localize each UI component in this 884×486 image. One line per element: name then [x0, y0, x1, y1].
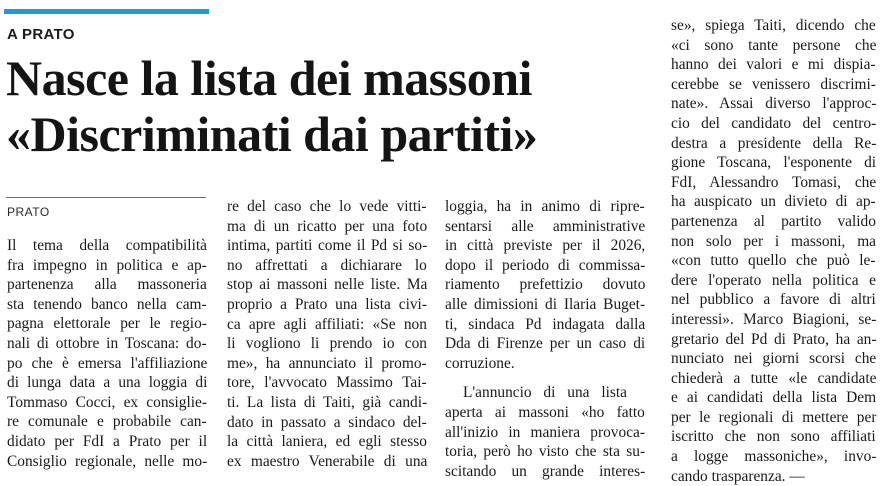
- text-line: cando trasparenza. —: [671, 467, 805, 485]
- text-line: Dda di Firenze per un caso di: [445, 335, 646, 353]
- text-line: «con tutto quello che può le-: [671, 252, 876, 270]
- text-line: nunciato nei giorni scorsi che: [671, 350, 877, 368]
- text-line: sentarsi alle amministrative: [445, 217, 646, 235]
- section-accent-bar: [4, 9, 209, 14]
- text-line: po che è emersa l'affiliazione: [7, 354, 208, 372]
- article-column-4: [671, 16, 876, 486]
- text-line: sta tenendo banco nella cam-: [7, 295, 207, 313]
- text-line: ha auspicato un divieto di ap-: [671, 193, 876, 211]
- article-column-3: [445, 197, 645, 481]
- text-line: ti. La lista di Taiti, già candi-: [227, 393, 428, 411]
- text-line: «ci sono tante persone che: [671, 36, 877, 54]
- text-line: per le regionali di mettere per: [671, 408, 877, 426]
- text-line: nel pubblico a favore di altri: [671, 291, 876, 309]
- text-line: nate». Assai diverso l'approc-: [671, 95, 877, 113]
- text-line: riamento prefettizio dovuto: [445, 276, 646, 294]
- text-line: cio del candidato del centro-: [671, 114, 877, 132]
- text-line: ma di un ricatto per una foto: [227, 217, 428, 235]
- text-line: re comunale e probabile can-: [7, 413, 207, 431]
- text-line: non solo per i massoni, ma: [671, 232, 877, 250]
- article-column-2: [227, 197, 427, 471]
- text-line: la città laniera, ed egli stesso: [227, 433, 427, 451]
- dateline-rule: [6, 197, 206, 198]
- headline-line-2: «Discriminati dai partiti»: [6, 106, 538, 162]
- text-line: iscritto che non sono affiliati: [671, 428, 876, 446]
- text-line: partenenza al partito valido: [671, 212, 876, 230]
- text-line: dato in passato a sindaco del-: [227, 413, 427, 431]
- text-line: ca apre agli affiliati: «Se non: [227, 315, 427, 333]
- text-line: cerebbe se venissero discrimi-: [671, 75, 876, 93]
- text-line: pagna elettorale per le regio-: [7, 315, 207, 333]
- text-line: stop ai massoni nelle liste. Ma: [227, 276, 428, 294]
- text-line: fra impegno in politica e ap-: [7, 256, 207, 274]
- text-line: Il tema della compatibilità: [7, 237, 207, 254]
- text-line: dere l'operato nella politica e: [671, 271, 876, 289]
- text-line: aperta ai massoni «ho fatto: [445, 403, 645, 421]
- text-line: gione Toscana, l'esponente di: [671, 154, 877, 172]
- text-line: all'inizio in maniera provoca-: [445, 423, 645, 441]
- text-line: destra a presidente della Re-: [671, 134, 877, 152]
- kicker-label: A PRATO: [7, 26, 75, 43]
- text-line: ex maestro Venerabile di una: [227, 452, 428, 470]
- text-line: tore, l'avvocato Massimo Tai-: [227, 374, 427, 392]
- article-column-1: [7, 236, 207, 471]
- text-line: loggia, ha in animo di ripre-: [445, 198, 645, 215]
- text-line: dopo il periodo di commissa-: [445, 256, 646, 274]
- text-line: li vogliono li prendo io con: [227, 335, 427, 353]
- text-line: di lunga data a una loggia di: [7, 374, 208, 392]
- text-line: se», spiega Taiti, dicendo che: [671, 17, 876, 34]
- text-line: re del caso che lo vede vitti-: [227, 198, 427, 215]
- text-line: proprio a Prato una lista civi-: [227, 295, 427, 313]
- text-line: FdI, Alessandro Tomasi, che: [671, 173, 877, 191]
- text-line: me», ha annunciato il promo-: [227, 354, 427, 372]
- text-line: in città previste per il 2026,: [445, 237, 646, 255]
- text-line: no affrettati a dichiarare lo: [227, 256, 427, 274]
- text-line: alle dimissioni di Ilaria Buget-: [445, 295, 646, 313]
- headline-line-1: Nasce la lista dei massoni: [6, 50, 532, 106]
- text-line: toria, però ho visto che sta su-: [445, 443, 646, 461]
- text-line: e ai candidati della lista Dem: [671, 389, 877, 407]
- text-line: scitando un grande interes-: [445, 462, 646, 480]
- text-line: intima, partiti come il Pd si so-: [227, 237, 428, 255]
- text-line: nali di ottobre in Toscana: do-: [7, 334, 207, 352]
- text-line: hanno dei valori e mi dispia-: [671, 56, 876, 74]
- text-line: Consiglio regionale, nelle mo-: [7, 452, 208, 470]
- text-line: gretario del Pd di Prato, ha an-: [671, 330, 877, 348]
- text-line: corruzione.: [445, 354, 515, 372]
- text-line: a logge massoniche», invo-: [671, 448, 877, 466]
- text-line: Tommaso Cocci, ex consiglie-: [7, 393, 207, 411]
- dateline: PRATO: [7, 205, 50, 219]
- article-headline: [6, 50, 661, 162]
- text-line: interessi». Marco Biagioni, se-: [671, 310, 877, 328]
- text-line: didato per FdI a Prato per il: [7, 432, 208, 450]
- paragraph-gap: [445, 373, 645, 383]
- text-line: L'annuncio di una lista: [463, 384, 627, 402]
- text-line: ti, sindaca Pd indagata dalla: [445, 315, 646, 333]
- text-line: partenenza alla massoneria: [7, 276, 207, 294]
- text-line: chiederà a tutte «le candidate: [671, 369, 877, 387]
